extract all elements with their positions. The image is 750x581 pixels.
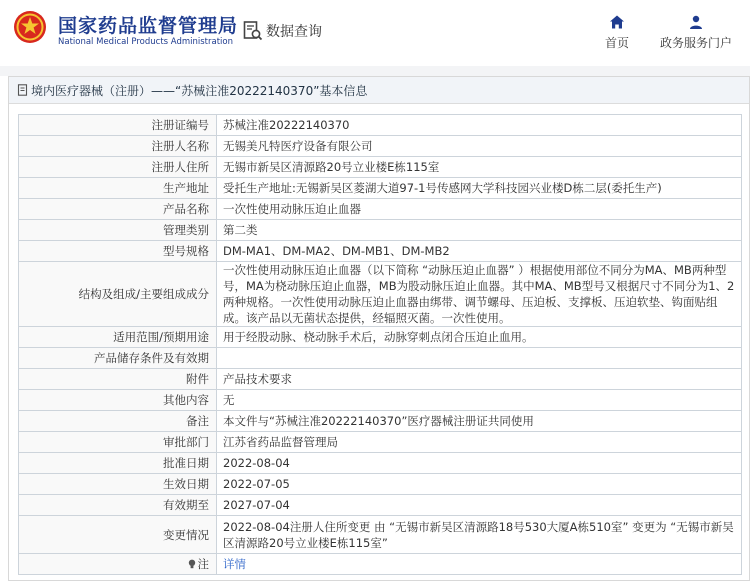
nav-home-label: 首页: [605, 36, 630, 50]
nav-service-portal[interactable]: [660, 14, 732, 51]
note-label-cell: [19, 554, 217, 575]
table-row: [19, 327, 742, 348]
data-query-label: 数据查询: [266, 24, 322, 40]
field-value: 产品技术要求: [217, 369, 742, 390]
field-value: 苏械注准20222140370: [217, 115, 742, 136]
field-label: 管理类别: [19, 220, 217, 241]
field-label: 注册证编号: [19, 115, 217, 136]
table-row: [19, 348, 742, 369]
nav-home[interactable]: [605, 14, 629, 51]
table-row: [19, 157, 742, 178]
table-row: [19, 411, 742, 432]
note-value-cell: [217, 554, 742, 575]
user-icon: [688, 14, 704, 30]
field-value: 2022-08-04: [217, 453, 742, 474]
table-row: [19, 554, 742, 575]
table-row: [19, 115, 742, 136]
field-label: 其他内容: [19, 390, 217, 411]
field-value: [217, 348, 742, 369]
panel-title-bar: [9, 77, 749, 104]
header-divider: [0, 66, 750, 76]
field-label: 变更情况: [19, 516, 217, 554]
table-row: [19, 241, 742, 262]
field-label: 生产地址: [19, 178, 217, 199]
field-value: 无锡市新吴区清源路20号立业楼E栋115室: [217, 157, 742, 178]
field-value: 用于经股动脉、桡动脉手术后，动脉穿刺点闭合压迫止血用。: [217, 327, 742, 348]
field-label: 产品名称: [19, 199, 217, 220]
brand-name-cn: 国家药品监督管理局: [58, 15, 239, 37]
field-label: 注册人名称: [19, 136, 217, 157]
table-row: [19, 474, 742, 495]
field-value: 受托生产地址:无锡新吴区菱湖大道97-1号传感网大学科技园兴业楼D栋二层(委托生产): [217, 178, 742, 199]
data-query-link[interactable]: [243, 18, 322, 44]
field-value: 2027-07-04: [217, 495, 742, 516]
field-value: 江苏省药品监督管理局: [217, 432, 742, 453]
nav-portal-label: 政务服务门户: [660, 36, 733, 50]
table-row: [19, 516, 742, 554]
field-value: 无锡美凡特医疗设备有限公司: [217, 136, 742, 157]
field-value: 无: [217, 390, 742, 411]
document-icon: [17, 84, 29, 96]
table-row: [19, 432, 742, 453]
document-search-icon: [243, 20, 263, 42]
field-label: 注: [197, 557, 209, 571]
table-row: [19, 495, 742, 516]
field-label: 备注: [19, 411, 217, 432]
table-row: [19, 453, 742, 474]
registration-info-table: [18, 114, 742, 575]
field-label: 型号规格: [19, 241, 217, 262]
field-label: 生效日期: [19, 474, 217, 495]
field-label: 审批部门: [19, 432, 217, 453]
brand-name-en: National Medical Products Administration: [58, 37, 233, 47]
table-row: [19, 178, 742, 199]
national-emblem-logo: [13, 10, 47, 44]
field-label: 产品储存条件及有效期: [19, 348, 217, 369]
table-row: [19, 220, 742, 241]
field-label: 有效期至: [19, 495, 217, 516]
field-label: 适用范围/预期用途: [19, 327, 217, 348]
field-value: 本文件与“苏械注准20222140370”医疗器械注册证共同使用: [217, 411, 742, 432]
details-link[interactable]: 详情: [223, 557, 246, 571]
field-value: 2022-07-05: [217, 474, 742, 495]
table-row: [19, 199, 742, 220]
field-label: 附件: [19, 369, 217, 390]
field-value: 一次性使用动脉压迫止血器（以下简称 “动脉压迫止血器” ）根据使用部位不同分为MA、MB两种型号，MA为桡动脉压迫止血器，MB为股动脉压迫止血器。其中MA、MB型号又根据尺寸不同分为1、2两种规格。一次性使用动脉压迫止血器由绑带、调节螺母、压迫板、支撑板、压迫软垫、钩面贴组成。该产品以无菌状态提供，经辐照灭菌。一次性使用。: [217, 262, 742, 327]
bulb-icon: [188, 559, 196, 569]
field-value: DM-MA1、DM-MA2、DM-MB1、DM-MB2: [217, 241, 742, 262]
field-label: 批准日期: [19, 453, 217, 474]
table-row: [19, 390, 742, 411]
table-row: [19, 262, 742, 327]
panel-title: 境内医疗器械（注册）——“苏械注准20222140370”基本信息: [31, 83, 368, 98]
table-row: [19, 369, 742, 390]
field-value: 2022-08-04注册人住所变更 由 “无锡市新吴区清源路18号530大厦A栋510室” 变更为 “无锡市新吴区清源路20号立业楼E栋115室”: [217, 516, 742, 554]
home-icon: [609, 14, 625, 30]
field-value: 第二类: [217, 220, 742, 241]
field-label: 注册人住所: [19, 157, 217, 178]
detail-panel: [8, 76, 750, 581]
table-row: [19, 136, 742, 157]
field-label: 结构及组成/主要组成成分: [19, 262, 217, 327]
field-value: 一次性使用动脉压迫止血器: [217, 199, 742, 220]
site-header: [0, 0, 750, 66]
